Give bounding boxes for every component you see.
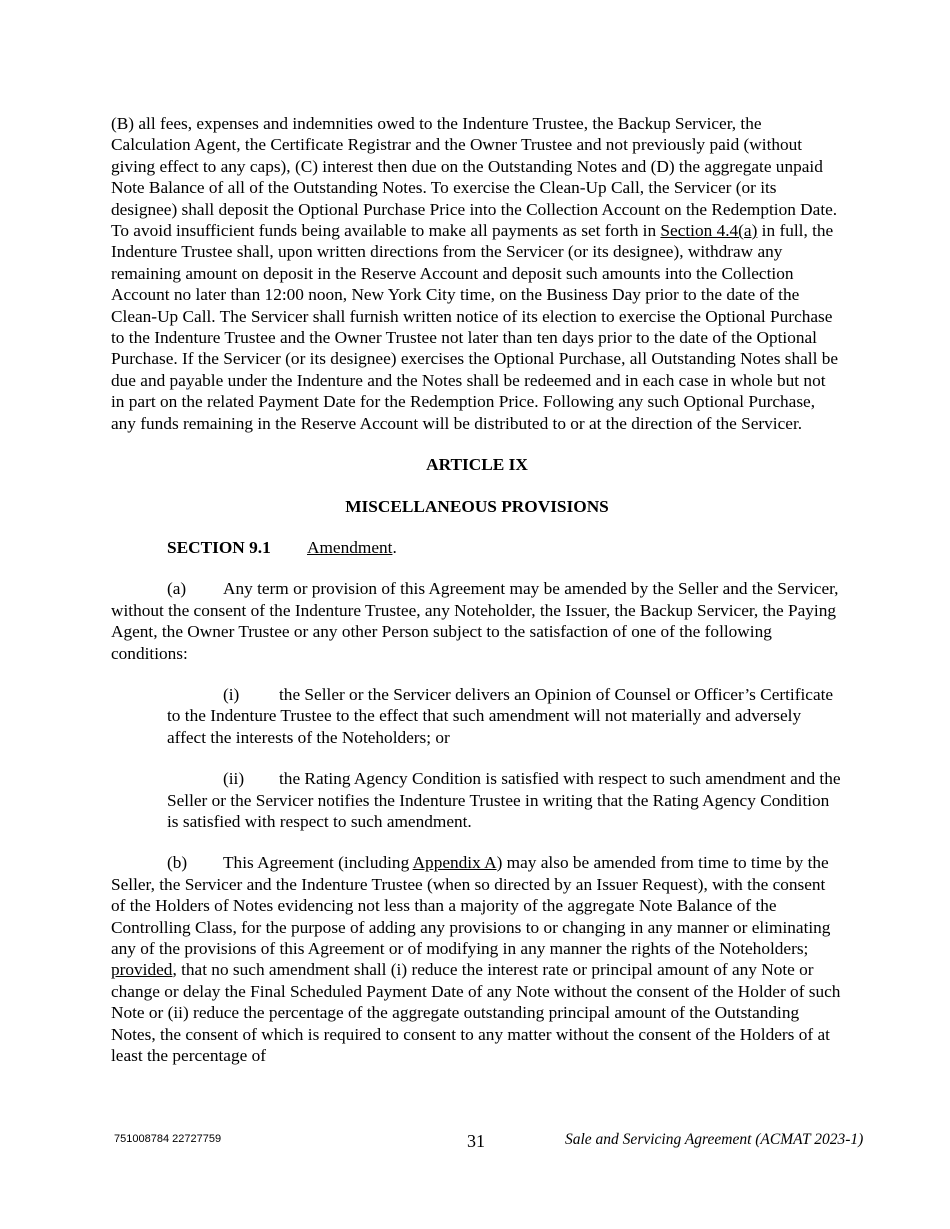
paragraph-continuation: (B) all fees, expenses and indemnities owed to the Indenture Trustee, the Backup Servicer, the Calculation Agent, the Certificate Registrar and the Owner Trustee and not previously paid (without giving effect to any caps), (C) interest then due on the Outstanding Notes and (D) the aggregate unpaid Note Balance of all of the Outstanding Notes. To exercise the Clean-Up Call, the Servicer (or its designee) shall deposit the Optional Purchase Price into the Collection Account on the Redemption Date. To avoid insufficient funds being available to make all payments as set forth in Section 4.4(a) in full, the Indenture Trustee shall, upon written directions from the Servicer (or its designee), withdraw any remaining amount on deposit in the Reserve Account and deposit such amounts into the Collection Account no later than 12:00 noon, New York City time, on the Business Day prior to the date of the Clean-Up Call. The Servicer shall furnish written notice of its election to exercise the Optional Purchase to the Indenture Trustee and the Owner Trustee not later than ten days prior to the date of the Optional Purchase. If the Servicer (or its designee) exercises the Optional Purchase, all Outstanding Notes shall be due and payable under the Indenture and the Notes shall be redeemed and in each case in whole but not in part on the related Payment Date for the Redemption Price. Following any such Optional Purchase, any funds remaining in the Reserve Account will be distributed to or at the direction of the Servicer. xyxy=(111,114,839,433)
provided-term: provided xyxy=(111,960,173,980)
clause-label: (i) xyxy=(223,684,240,704)
section-reference: Section 4.4(a) xyxy=(660,221,758,241)
section-title: Amendment xyxy=(307,537,393,557)
document-body xyxy=(111,113,843,1066)
footer-title: Sale and Servicing Agreement (ACMAT 2023-1) xyxy=(565,1131,864,1148)
page-footer xyxy=(0,1131,950,1155)
paragraph-a: (a) Any term or provision of this Agreement may be amended by the Seller and the Servicer, without the consent of the Indenture Trustee, any Noteholder, the Issuer, the Backup Servicer, the Paying Agent, the Owner Trustee or any other Person subject to the satisfaction of one of the following conditions: xyxy=(111,579,839,663)
article-title: ARTICLE IX xyxy=(426,455,528,475)
article-subtitle: MISCELLANEOUS PROVISIONS xyxy=(345,496,609,516)
document-id: 751008784 22727759 xyxy=(114,1133,222,1145)
clause-label: (ii) xyxy=(223,769,245,789)
appendix-reference: Appendix A xyxy=(412,853,497,873)
paragraph-b: (b) This Agreement (including Appendix A) may also be amended from time to time by the Seller, the Servicer and the Indenture Trustee (when so directed by an Issuer Request), with the consent of the Holders of Notes evidencing not less than a majority of the aggregate Note Balance of the Controlling Class, for the purpose of adding any provisions to or changing in any manner or eliminating any of the provisions of this Agreement or of modifying in any manner the rights of the Noteholders; provided, that no such amendment shall (i) reduce the interest rate or principal amount of any Note or change or delay the Final Scheduled Payment Date of any Note without the consent of the Holder of such Note or (ii) reduce the percentage of the aggregate outstanding principal amount of the Outstanding Notes, the consent of which is required to consent to any matter without the consent of the Holders of at least the percentage of xyxy=(111,853,841,1066)
page-number: 31 xyxy=(467,1131,485,1151)
section-heading: SECTION 9.1 Amendment. xyxy=(167,537,397,557)
paragraph-label: (b) xyxy=(167,853,188,873)
clause-ii: (ii) the Rating Agency Condition is satisfied with respect to such amendment and the Seller or the Servicer notifies the Indenture Trustee in writing that the Rating Agency Condition is satisfied with respect to such amendment. xyxy=(167,769,841,831)
paragraph-label: (a) xyxy=(167,579,187,599)
clause-i: (i) the Seller or the Servicer delivers an Opinion of Counsel or Officer’s Certificate to the Indenture Trustee to the effect that such amendment will not materially and adversely affect the interests of the Noteholders; or xyxy=(167,684,834,747)
section-number: SECTION 9.1 xyxy=(167,537,271,557)
